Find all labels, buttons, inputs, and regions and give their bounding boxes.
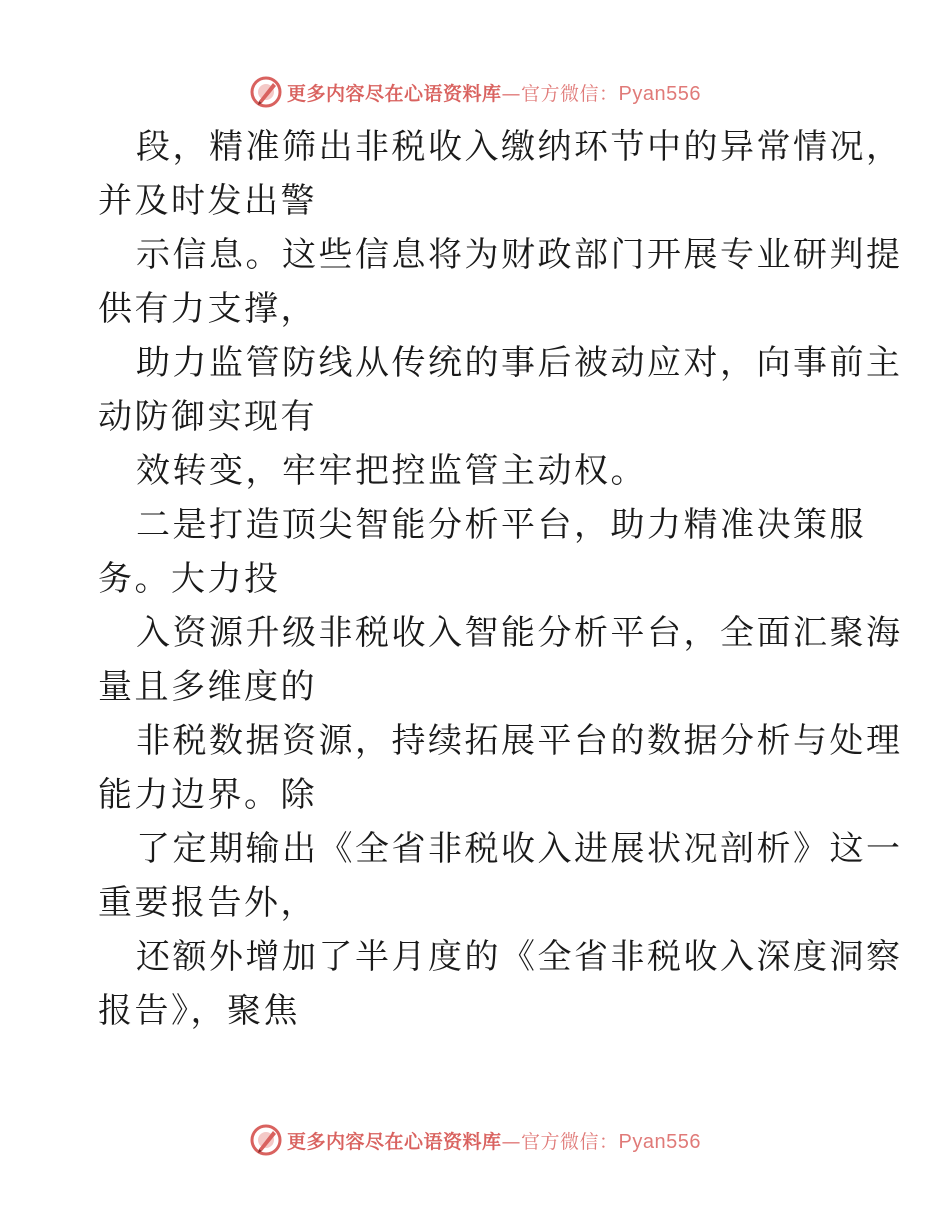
document-body xyxy=(98,120,903,1038)
text-line: 段，精准筛出非税收入缴纳环节中的异常情况， xyxy=(136,127,903,167)
text-line: 量且多维度的 xyxy=(98,667,317,707)
text-line: 动防御实现有 xyxy=(98,397,317,437)
text-line: 效转变，牢牢把控监管主动权。 xyxy=(136,451,647,491)
text-line: 能力边界。除 xyxy=(98,775,317,815)
footer-watermark xyxy=(0,1120,950,1160)
text-line: 了定期输出《全省非税收入进展状况剖析》这一 xyxy=(136,829,903,869)
text-line: 供有力支撑， xyxy=(98,289,317,329)
watermark-text: 更多内容尽在心语资料库—官方微信：Pyan556 xyxy=(287,1130,701,1153)
text-line: 示信息。这些信息将为财政部门开展专业研判提 xyxy=(136,235,903,275)
text-line: 报告》，聚焦 xyxy=(98,991,300,1031)
pen-logo-icon xyxy=(249,75,283,109)
text-line: 助力监管防线从传统的事后被动应对，向事前主 xyxy=(136,343,903,383)
text-line: 重要报告外， xyxy=(98,883,317,923)
text-line: 并及时发出警 xyxy=(98,181,317,221)
text-line: 二是打造顶尖智能分析平台，助力精准决策服 xyxy=(136,505,866,545)
watermark-text: 更多内容尽在心语资料库—官方微信：Pyan556 xyxy=(287,82,701,105)
text-line: 非税数据资源，持续拓展平台的数据分析与处理 xyxy=(136,721,903,761)
text-line: 入资源升级非税收入智能分析平台，全面汇聚海 xyxy=(136,613,903,653)
text-line: 还额外增加了半月度的《全省非税收入深度洞察 xyxy=(136,937,903,977)
pen-logo-icon xyxy=(249,1123,283,1157)
text-line: 务。大力投 xyxy=(98,559,281,599)
header-watermark xyxy=(0,72,950,112)
